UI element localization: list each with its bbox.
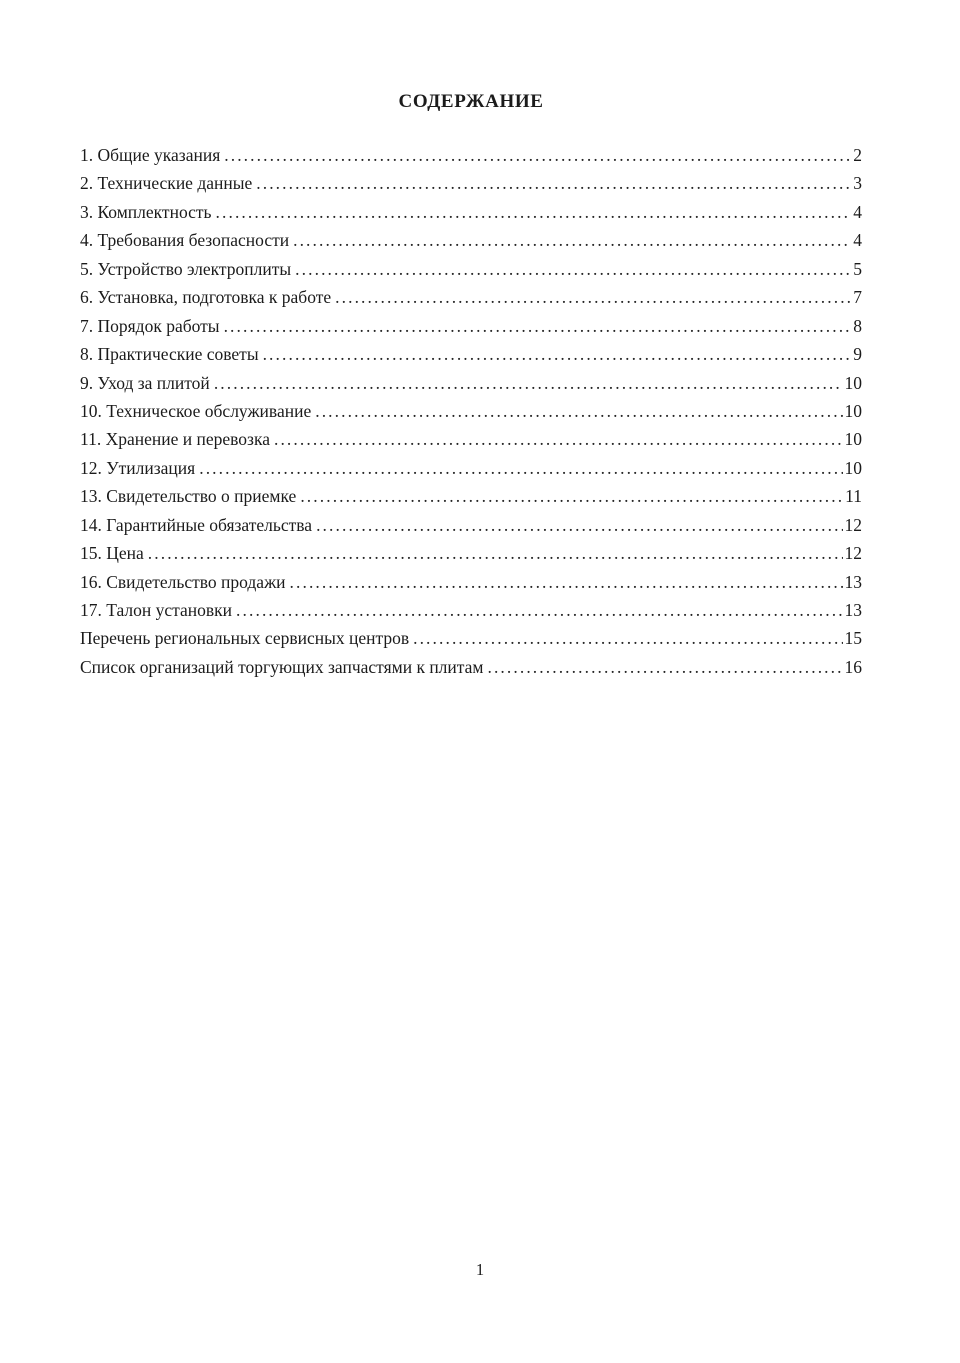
dot-leader	[295, 255, 851, 283]
toc-entry-page: 2	[853, 145, 862, 165]
page-title: СОДЕРЖАНИЕ	[398, 91, 544, 112]
toc-entry-page: 7	[853, 287, 862, 308]
toc-entry-page: 15	[844, 628, 862, 649]
dot-leader	[263, 340, 852, 368]
toc-entry-page: 10	[844, 457, 862, 478]
dot-leader	[224, 141, 851, 169]
toc-entry-label: 9. Уход за плитой	[80, 372, 210, 393]
dot-leader	[335, 283, 851, 311]
toc-entry	[80, 454, 862, 482]
toc-entry-label: 3. Комплектность	[80, 201, 212, 222]
toc-entry-page: 4	[853, 230, 862, 251]
toc-entry	[80, 425, 862, 453]
toc-entry-label: 2. Технические данные	[80, 173, 253, 194]
dot-leader	[148, 539, 843, 567]
toc-entry	[80, 369, 862, 397]
toc-entry	[80, 624, 862, 652]
toc-entry-page: 10	[844, 372, 862, 393]
toc-entry	[80, 340, 862, 368]
toc-entry-label: 10. Техническое обслуживание	[80, 400, 312, 421]
toc-entry	[80, 539, 862, 567]
dot-leader	[236, 596, 842, 624]
toc-entry-page: 9	[853, 344, 862, 365]
toc-entry-label: Перечень региональных сервисных центров	[80, 628, 410, 649]
toc-entry-page: 4	[853, 201, 862, 222]
toc-entry-page: 10	[844, 429, 862, 450]
dot-leader	[316, 511, 842, 539]
toc-entry	[80, 568, 862, 596]
toc-entry-label: 8. Практические советы	[80, 344, 259, 365]
toc-entry-label: 4. Требования безопасности	[80, 230, 290, 251]
dot-leader	[487, 653, 842, 681]
toc-entry	[80, 226, 862, 254]
dot-leader	[290, 568, 843, 596]
toc-entry-label: 6. Установка, подготовка к работе	[80, 287, 332, 308]
toc-entry-label: 11. Хранение и перевозка	[80, 429, 270, 450]
dot-leader	[315, 397, 842, 425]
dot-leader	[199, 454, 842, 482]
toc-entry-page: 10	[844, 400, 862, 421]
toc-entry	[80, 312, 862, 340]
toc-entry	[80, 397, 862, 425]
toc-entry-label: Список организаций торгующих запчастями к плитам	[80, 656, 484, 677]
toc-entry	[80, 596, 862, 624]
dot-leader	[274, 425, 843, 453]
toc-entry	[80, 141, 862, 169]
dot-leader	[224, 312, 852, 340]
dot-leader	[216, 198, 852, 226]
toc-entry-label: 1. Общие указания	[80, 145, 221, 165]
toc-entry-label: 5. Устройство электроплиты	[80, 258, 292, 279]
toc-entry-page: 13	[844, 571, 862, 592]
footer-page-number: 1	[475, 1260, 485, 1279]
toc-entry-label: 12. Утилизация	[80, 457, 196, 478]
toc-entry-page: 5	[853, 258, 862, 279]
toc-entry-page: 12	[844, 543, 862, 564]
dot-leader	[293, 226, 851, 254]
toc-entry-page: 12	[844, 514, 862, 535]
toc-entry-page: 3	[853, 173, 862, 194]
toc-entry-page: 13	[844, 600, 862, 620]
toc-entry-label: 14. Гарантийные обязательства	[80, 514, 313, 535]
toc-entry	[80, 482, 862, 510]
table-of-contents	[80, 141, 862, 681]
toc-entry	[80, 511, 862, 539]
toc-entry-label: 17. Талон установки	[80, 600, 233, 620]
toc-entry-label: 15. Цена	[80, 543, 144, 564]
toc-entry-page: 16	[844, 656, 862, 677]
toc-entry	[80, 653, 862, 681]
toc-entry-label: 7. Порядок работы	[80, 315, 220, 336]
dot-leader	[413, 624, 842, 652]
dot-leader	[214, 369, 843, 397]
toc-entry-label: 13. Свидетельство о приемке	[80, 486, 297, 507]
dot-leader	[256, 169, 851, 197]
toc-entry	[80, 283, 862, 311]
toc-entry	[80, 255, 862, 283]
toc-entry	[80, 198, 862, 226]
toc-entry-page: 11	[845, 486, 862, 507]
dot-leader	[300, 482, 843, 510]
toc-entry-page: 8	[853, 315, 862, 336]
toc-entry-label: 16. Свидетельство продажи	[80, 571, 286, 592]
toc-entry	[80, 169, 862, 197]
